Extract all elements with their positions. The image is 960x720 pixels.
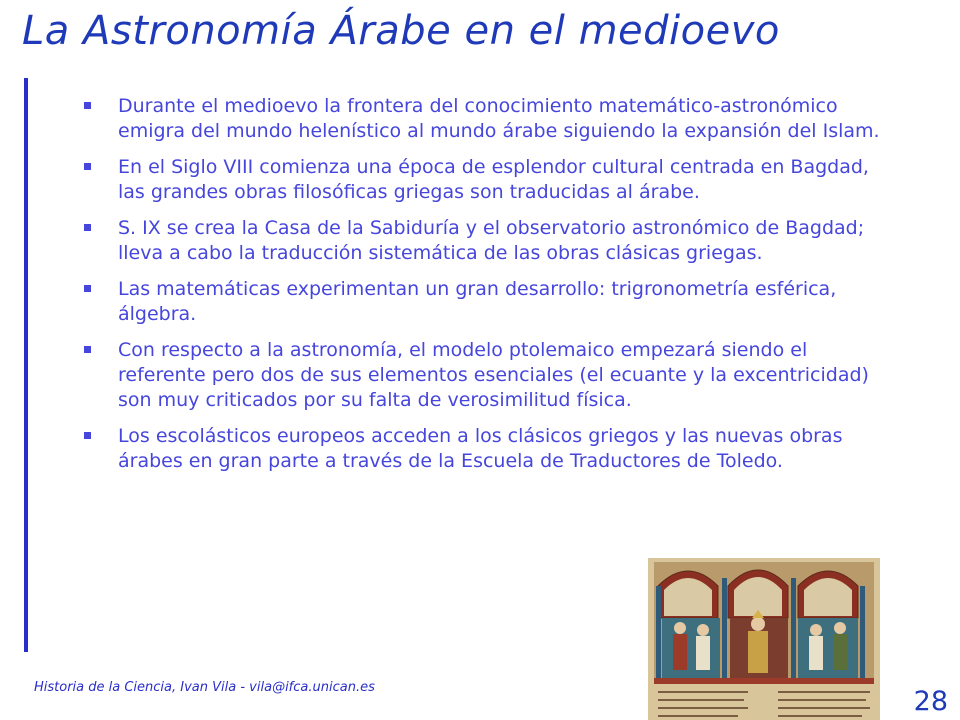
- bullet-text: Durante el medioevo la frontera del conocimiento matemático-astronómico emigra del mundo helenístico al mundo árabe siguiendo la expansión del Islam.: [118, 95, 880, 142]
- manuscript-illustration: [648, 558, 880, 720]
- bullet-text: Los escolásticos europeos acceden a los clásicos griegos y las nuevas obras árabes en gran parte a través de la Escuela de Traductores de Toledo.: [118, 425, 843, 472]
- footer-credit: Historia de la Ciencia, Ivan Vila - vila@ifca.unican.es: [34, 680, 375, 695]
- accent-bar: [24, 78, 28, 652]
- manuscript-image: [648, 558, 880, 720]
- bullet-text: Con respecto a la astronomía, el modelo ptolemaico empezará siendo el referente pero dos de sus elementos esenciales (el ecuante y la excentricidad) son muy criticados por su falta de verosimilitud física.: [118, 339, 869, 411]
- bullet-square-icon: [84, 163, 91, 170]
- bullet-item: [80, 338, 880, 413]
- bullet-text: En el Siglo VIII comienza una época de esplendor cultural centrada en Bagdad, las grandes obras filosóficas griegas son traducidas al árabe.: [118, 156, 869, 203]
- slide-title: La Astronomía Árabe en el medioevo: [22, 8, 780, 54]
- bullet-item: [80, 94, 880, 144]
- page-number: 28: [913, 686, 948, 717]
- bullet-square-icon: [84, 432, 91, 439]
- bullet-square-icon: [84, 224, 91, 231]
- bullet-item: [80, 216, 880, 266]
- bullet-square-icon: [84, 102, 91, 109]
- bullet-item: [80, 155, 880, 205]
- bullet-square-icon: [84, 346, 91, 353]
- bullet-item: [80, 424, 880, 474]
- bullet-text: S. IX se crea la Casa de la Sabiduría y el observatorio astronómico de Bagdad; lleva a cabo la traducción sistemática de las obras clásicas griegas.: [118, 217, 865, 264]
- bullet-text: Las matemáticas experimentan un gran desarrollo: trigronometría esférica, álgebra.: [118, 278, 837, 325]
- bullet-square-icon: [84, 285, 91, 292]
- bullet-list: [80, 94, 880, 485]
- bullet-item: [80, 277, 880, 327]
